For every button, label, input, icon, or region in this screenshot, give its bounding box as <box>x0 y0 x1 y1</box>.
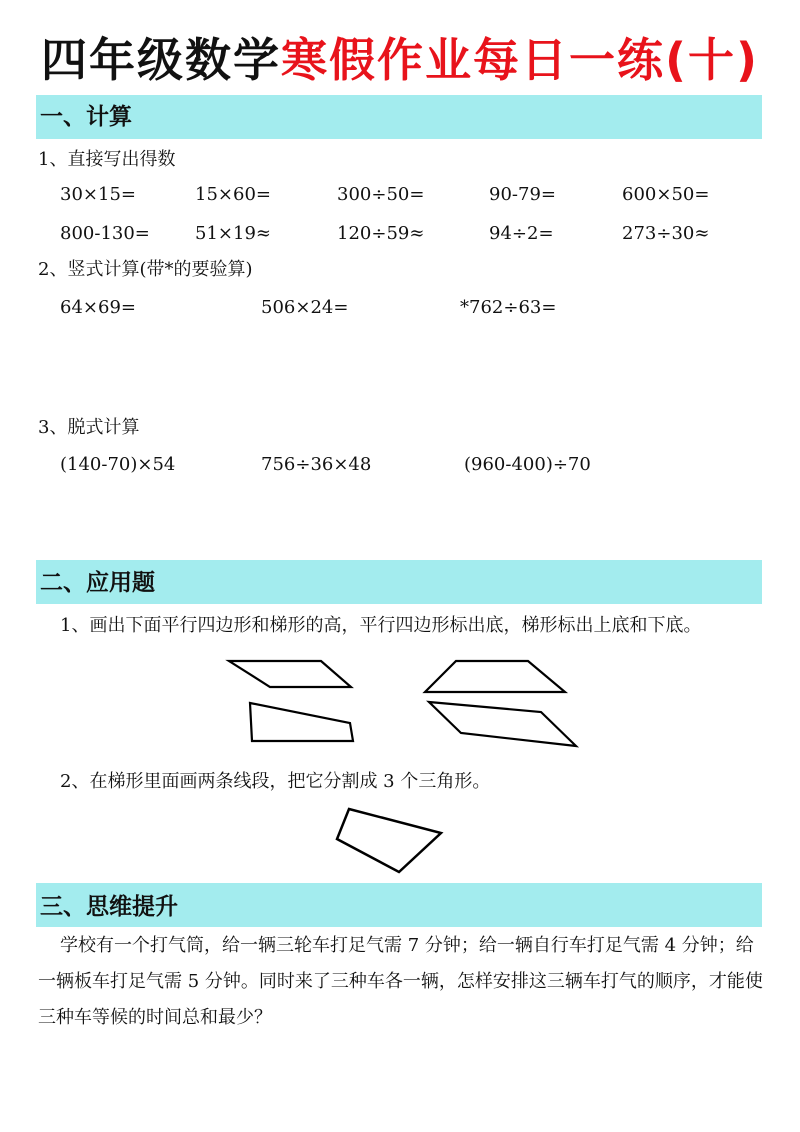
problem-cell: *762÷63= <box>460 297 557 318</box>
question-direct-answer-label: 1、直接写出得数 <box>38 149 176 170</box>
question-split-trapezoid: 2、在梯形里面画两条线段，把它分割成 3 个三角形。 <box>60 771 491 792</box>
problem-cell: (960-400)÷70 <box>464 454 591 475</box>
parallelogram-right <box>429 702 576 746</box>
question-step-calc-label: 3、脱式计算 <box>38 417 140 438</box>
problem-cell: (140-70)×54 <box>60 454 176 475</box>
question-vertical-calc-label: 2、竖式计算(带*的要验算) <box>38 259 253 280</box>
problem-cell: 90-79= <box>489 184 556 205</box>
problem-cell: 15×60= <box>195 184 271 205</box>
title-part-homework: 寒假作业每日一练(十) <box>280 33 760 87</box>
problem-cell: 506×24= <box>261 297 349 318</box>
problem-cell: 64×69= <box>60 297 136 318</box>
problem-cell: 800-130= <box>60 223 150 244</box>
section-heading-application: 二、应用题 <box>40 570 155 596</box>
parallelogram-left <box>229 661 351 687</box>
problem-cell: 94÷2= <box>489 223 554 244</box>
problem-cell: 51×19≈ <box>195 223 271 244</box>
problem-cell: 30×15= <box>60 184 136 205</box>
problem-cell: 600×50= <box>622 184 710 205</box>
title-part-grade: 四年级数学 <box>40 33 281 87</box>
problem-cell: 300÷50= <box>337 184 425 205</box>
trapezoid-to-split <box>337 809 441 872</box>
question-pump-order: 学校有一个打气筒，给一辆三轮车打足气需 7 分钟；给一辆自行车打足气需 4 分钟；给一辆板车打足气需 5 分钟。同时来了三种车各一辆，怎样安排这三辆车打气的顺序，才能使三种车等候的时间总和最少？ <box>38 935 763 1028</box>
right-trapezoid-left <box>250 703 353 741</box>
section-heading-thinking: 三、思维提升 <box>40 894 178 920</box>
trapezoid-top-right <box>425 661 565 692</box>
problem-cell: 120÷59≈ <box>337 223 425 244</box>
problem-cell: 756÷36×48 <box>261 454 372 475</box>
problem-cell: 273÷30≈ <box>622 223 710 244</box>
section-heading-calculation: 一、计算 <box>40 104 132 130</box>
question-draw-heights: 1、画出下面平行四边形和梯形的高，平行四边形标出底，梯形标出上底和下底。 <box>60 615 702 636</box>
